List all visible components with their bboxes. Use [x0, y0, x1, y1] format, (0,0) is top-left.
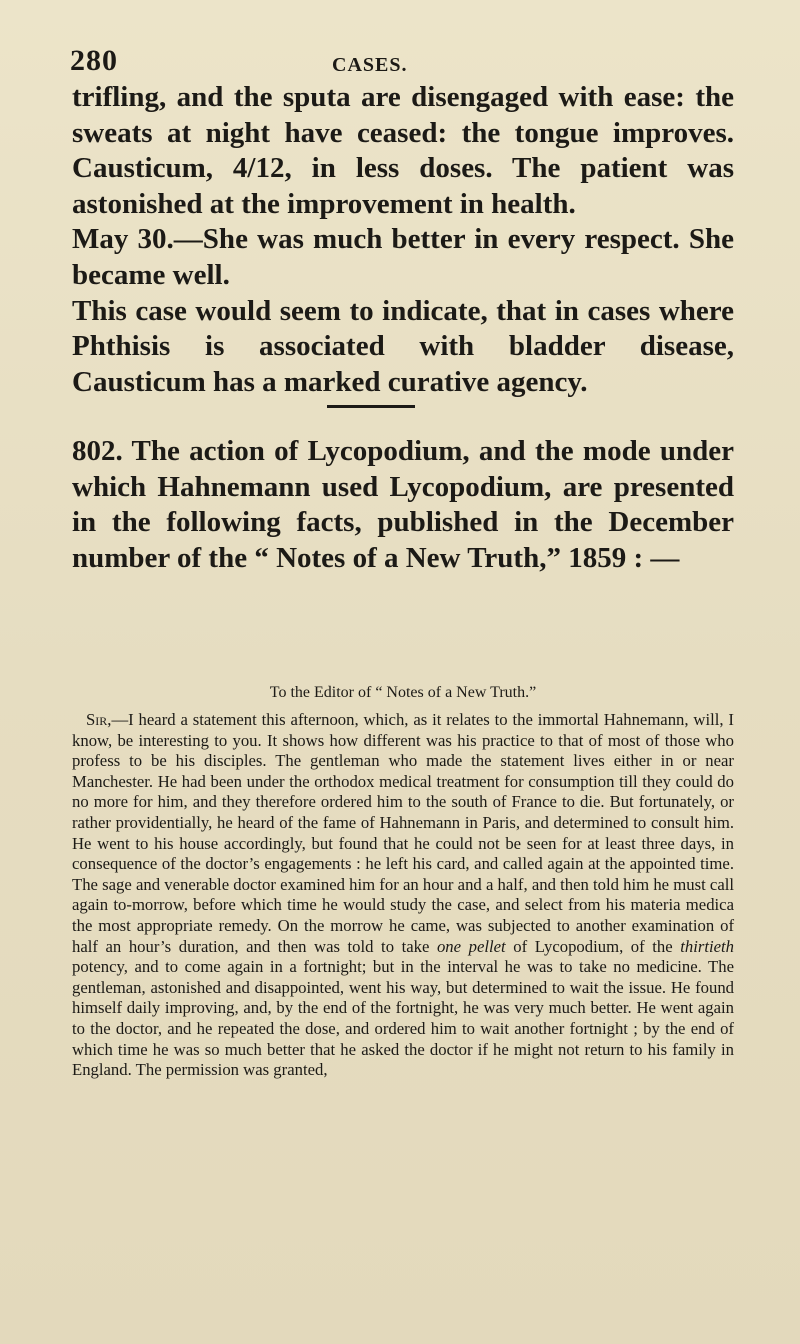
letter-text-part-1: —I heard a statement this afternoon, which, as it relates to the immortal Hahnemann, will, I know, be interesting to you. It shows how different was his practice to that of most of those who profess to be his disciples. The gentleman who made the statement lives either in or near Manchester. He had been under the orthodox medical treatment for consumption till they could do no more for him, and they therefore ordered him to the south of France to die. But fortunately, or rather providentially, he heard of the fame of Hahnemann in Paris, and determined to consult him. He went to his house accordingly, but found that he could not be seen for at least three days, in consequence of the doctor’s engagements : he left his card, and called again at the appointed time. The sage and venerable doctor examined him for an hour and a half, and then told him he must call again to-morrow, before which time he would study the case, and select from his materia medica the most appropriate remedy. On the morrow he came, was subjected to another examination of half an hour’s duration, and then was told to take: [72, 710, 734, 956]
letter-text-part-3: potency, and to come again in a fortnight; but in the interval he was to take no medicine. The gentleman, astonished and disappointed, went his way, but determined to wait the issue. He found himself daily improving, and, by the end of the fortnight, he was very much better. He went again to the doctor, and he repeated the dose, and ordered him to wait another fortnight ; by the end of which time he was so much better that he asked the doctor if he might not return to his family in England. The permission was granted,: [72, 957, 734, 1080]
case-paragraph-2: May 30.—She was much better in every respect. She became well.: [72, 223, 734, 291]
running-head: CASES.: [332, 54, 408, 76]
letter-body: [72, 710, 734, 1081]
letter-heading: To the Editor of “ Notes of a New Truth.”: [269, 684, 537, 701]
case-conclusion: [72, 80, 734, 400]
case-paragraph-1: trifling, and the sputa are disengaged with ease: the sweats at night have ceased: the tongue improves. Causticum, 4/12, in less doses. The patient was astonished at the improvement in health.: [72, 81, 734, 220]
letter-italic-thirtieth: thirtieth: [680, 936, 734, 956]
section-divider: [327, 405, 415, 408]
section-802-paragraph: 802. The action of Lycopodium, and the mode under which Hahnemann used Lycopodium, are presented in the following facts, published in the December number of the “ Notes of a New Truth,” 1859 : —: [72, 435, 734, 574]
letter-italic-one-pellet: one pellet: [436, 936, 506, 956]
letter-text-part-2: of Lycopodium, of the: [505, 936, 681, 956]
section-802: [72, 434, 734, 576]
page-number: 280: [70, 44, 118, 77]
page-header: [70, 44, 730, 84]
case-paragraph-3: This case would seem to indicate, that in cases where Phthisis is associated with bladder disease, Causticum has a marked curative agency.: [72, 294, 734, 398]
letter-salutation: Sir,: [86, 710, 112, 729]
